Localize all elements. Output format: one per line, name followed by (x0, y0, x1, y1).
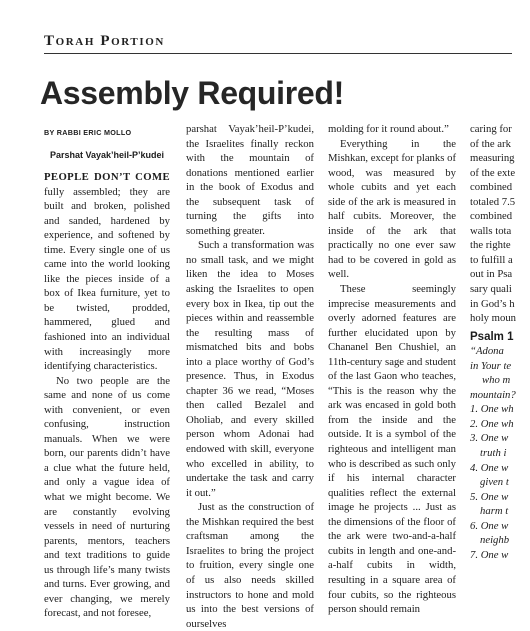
paragraph: These seemingly imprecise measurements and overly adorned features are further elucidated upon by Chananel Ben Chushiel, an 11th-century sage and student of the last Gaon who teaches, “This is the reason why the ark was encased in gold both from the inside and the outside. It is a symbol of the righteous and intelligent man who is described as such only if his internal character qualities reflect the external image he projects ... Just as the dimensions of the floor of the ark were two-and-a-half cubits in length and one-and-a-half cubits in width, resulting in a square area of four cubits, so the righteous person should remain (328, 283, 456, 616)
section-divider (44, 53, 512, 54)
text-line: who m (482, 374, 511, 387)
list-item: 3. One w (470, 432, 509, 445)
article-column-3 (328, 122, 456, 616)
text-line: out in Psa (470, 268, 513, 281)
author-byline: BY RABBI ERIC MOLLO (44, 128, 132, 137)
text-line: combined (470, 181, 513, 194)
paragraph-text: fully assembled; they are built and broken, polished and sanded, hardened by experience, and softened by time. Every single one of us came into the world looking like the pieces inside of a box of Ikea furniture, yet to be twisted, prodded, hammered, glued and fashioned into an individual with increasingly more identifying characteristics. (44, 185, 170, 373)
article-column-2 (186, 122, 314, 630)
text-line: sary quali (470, 283, 512, 296)
text-line: holy moun (470, 312, 517, 325)
paragraph: Everything in the Mishkan, except for planks of wood, was measured by whole cubits and yet each side of the ark is measured in half cubits. Moreover, the inside of the ark that practically no one ever saw had to be covered in gold as well. (328, 137, 456, 281)
paragraph: No two people are the same and none of us come with convenient, or even confusing, instruction manuals. When we were born, our parents didn’t have a clue what the future held, and only a vague idea of what we might become. We are constantly evolving vessels in need of nurturing parents, mentors, teachers and text traditions to guide us through life’s many twists and turns. Ever growing, and ever changing, we merely forecast, and not foresee, (44, 374, 170, 620)
list-item: truth i (480, 447, 507, 460)
paragraph: parshat Vayak’heil-P’kudei, the Israelites finally reckon with the mountain of donations mentioned earlier in the book of Exodus and the subsequent task of turning the gifts into something greater. (186, 123, 314, 237)
paragraph: molding for it round about.” (328, 123, 449, 135)
text-line: “Adona (470, 345, 504, 358)
text-line: caring for (470, 123, 512, 135)
list-item: harm t (480, 505, 509, 518)
psalm-intro (470, 344, 530, 402)
list-item: 7. One w (470, 548, 509, 561)
text-line: combined (470, 210, 513, 223)
column-4-text (470, 122, 530, 326)
psalm-heading: Psalm 1 (470, 330, 514, 343)
list-item: 1. One wh (470, 403, 514, 416)
paragraph (44, 170, 170, 374)
lead-in: PEOPLE DON’T COME (44, 171, 170, 183)
article-column-1 (44, 122, 170, 620)
list-item: 4. One w (470, 461, 509, 474)
article-headline: Assembly Required! (40, 75, 345, 111)
article-column-4 (470, 122, 530, 561)
parsha-subtitle: Parshat Vayak’heil-P’kudei (49, 150, 165, 160)
text-line: in Your te (470, 359, 512, 372)
list-item: neighb (480, 534, 510, 547)
paragraph: Just as the construction of the Mishkan required the best craftsman among the Israelites to bring the project to fruition, every single one of us also needs skilled instructors to hone and mold us into the best versions of ourselves (186, 501, 314, 630)
text-line: to fulfill a (470, 253, 513, 266)
text-line: walls tota (470, 224, 512, 237)
text-line: measuring (470, 152, 515, 165)
text-line: in God’s h (470, 297, 515, 310)
text-line: mountain? (470, 388, 516, 401)
list-item: 5. One w (470, 490, 509, 503)
section-title: Torah Portion (44, 33, 165, 49)
text-line: of the exte (470, 166, 516, 179)
text-line: totaled 7.5 (470, 195, 516, 208)
text-line: the righte (470, 239, 511, 252)
list-item: 2. One wh (470, 417, 514, 430)
list-item: 6. One w (470, 519, 509, 532)
psalm-list (470, 402, 530, 562)
list-item: given t (480, 476, 509, 489)
paragraph: Such a transformation was no small task, and we might liken the idea to Moses asking the Israelites to open every box in Ikea, tip out the pieces within and reassemble the resulting mass of mismatched bits and bobs into a place worthy of God’s presence. Thus, in Exodus chapter 36 we read, “Moses then called Bezalel and Oholiab, and every skilled person whom Adonai had endowed with skill, everyone who excelled in ability, to undertake the task and carry it out.” (186, 239, 314, 499)
text-line: of the ark (470, 137, 511, 150)
